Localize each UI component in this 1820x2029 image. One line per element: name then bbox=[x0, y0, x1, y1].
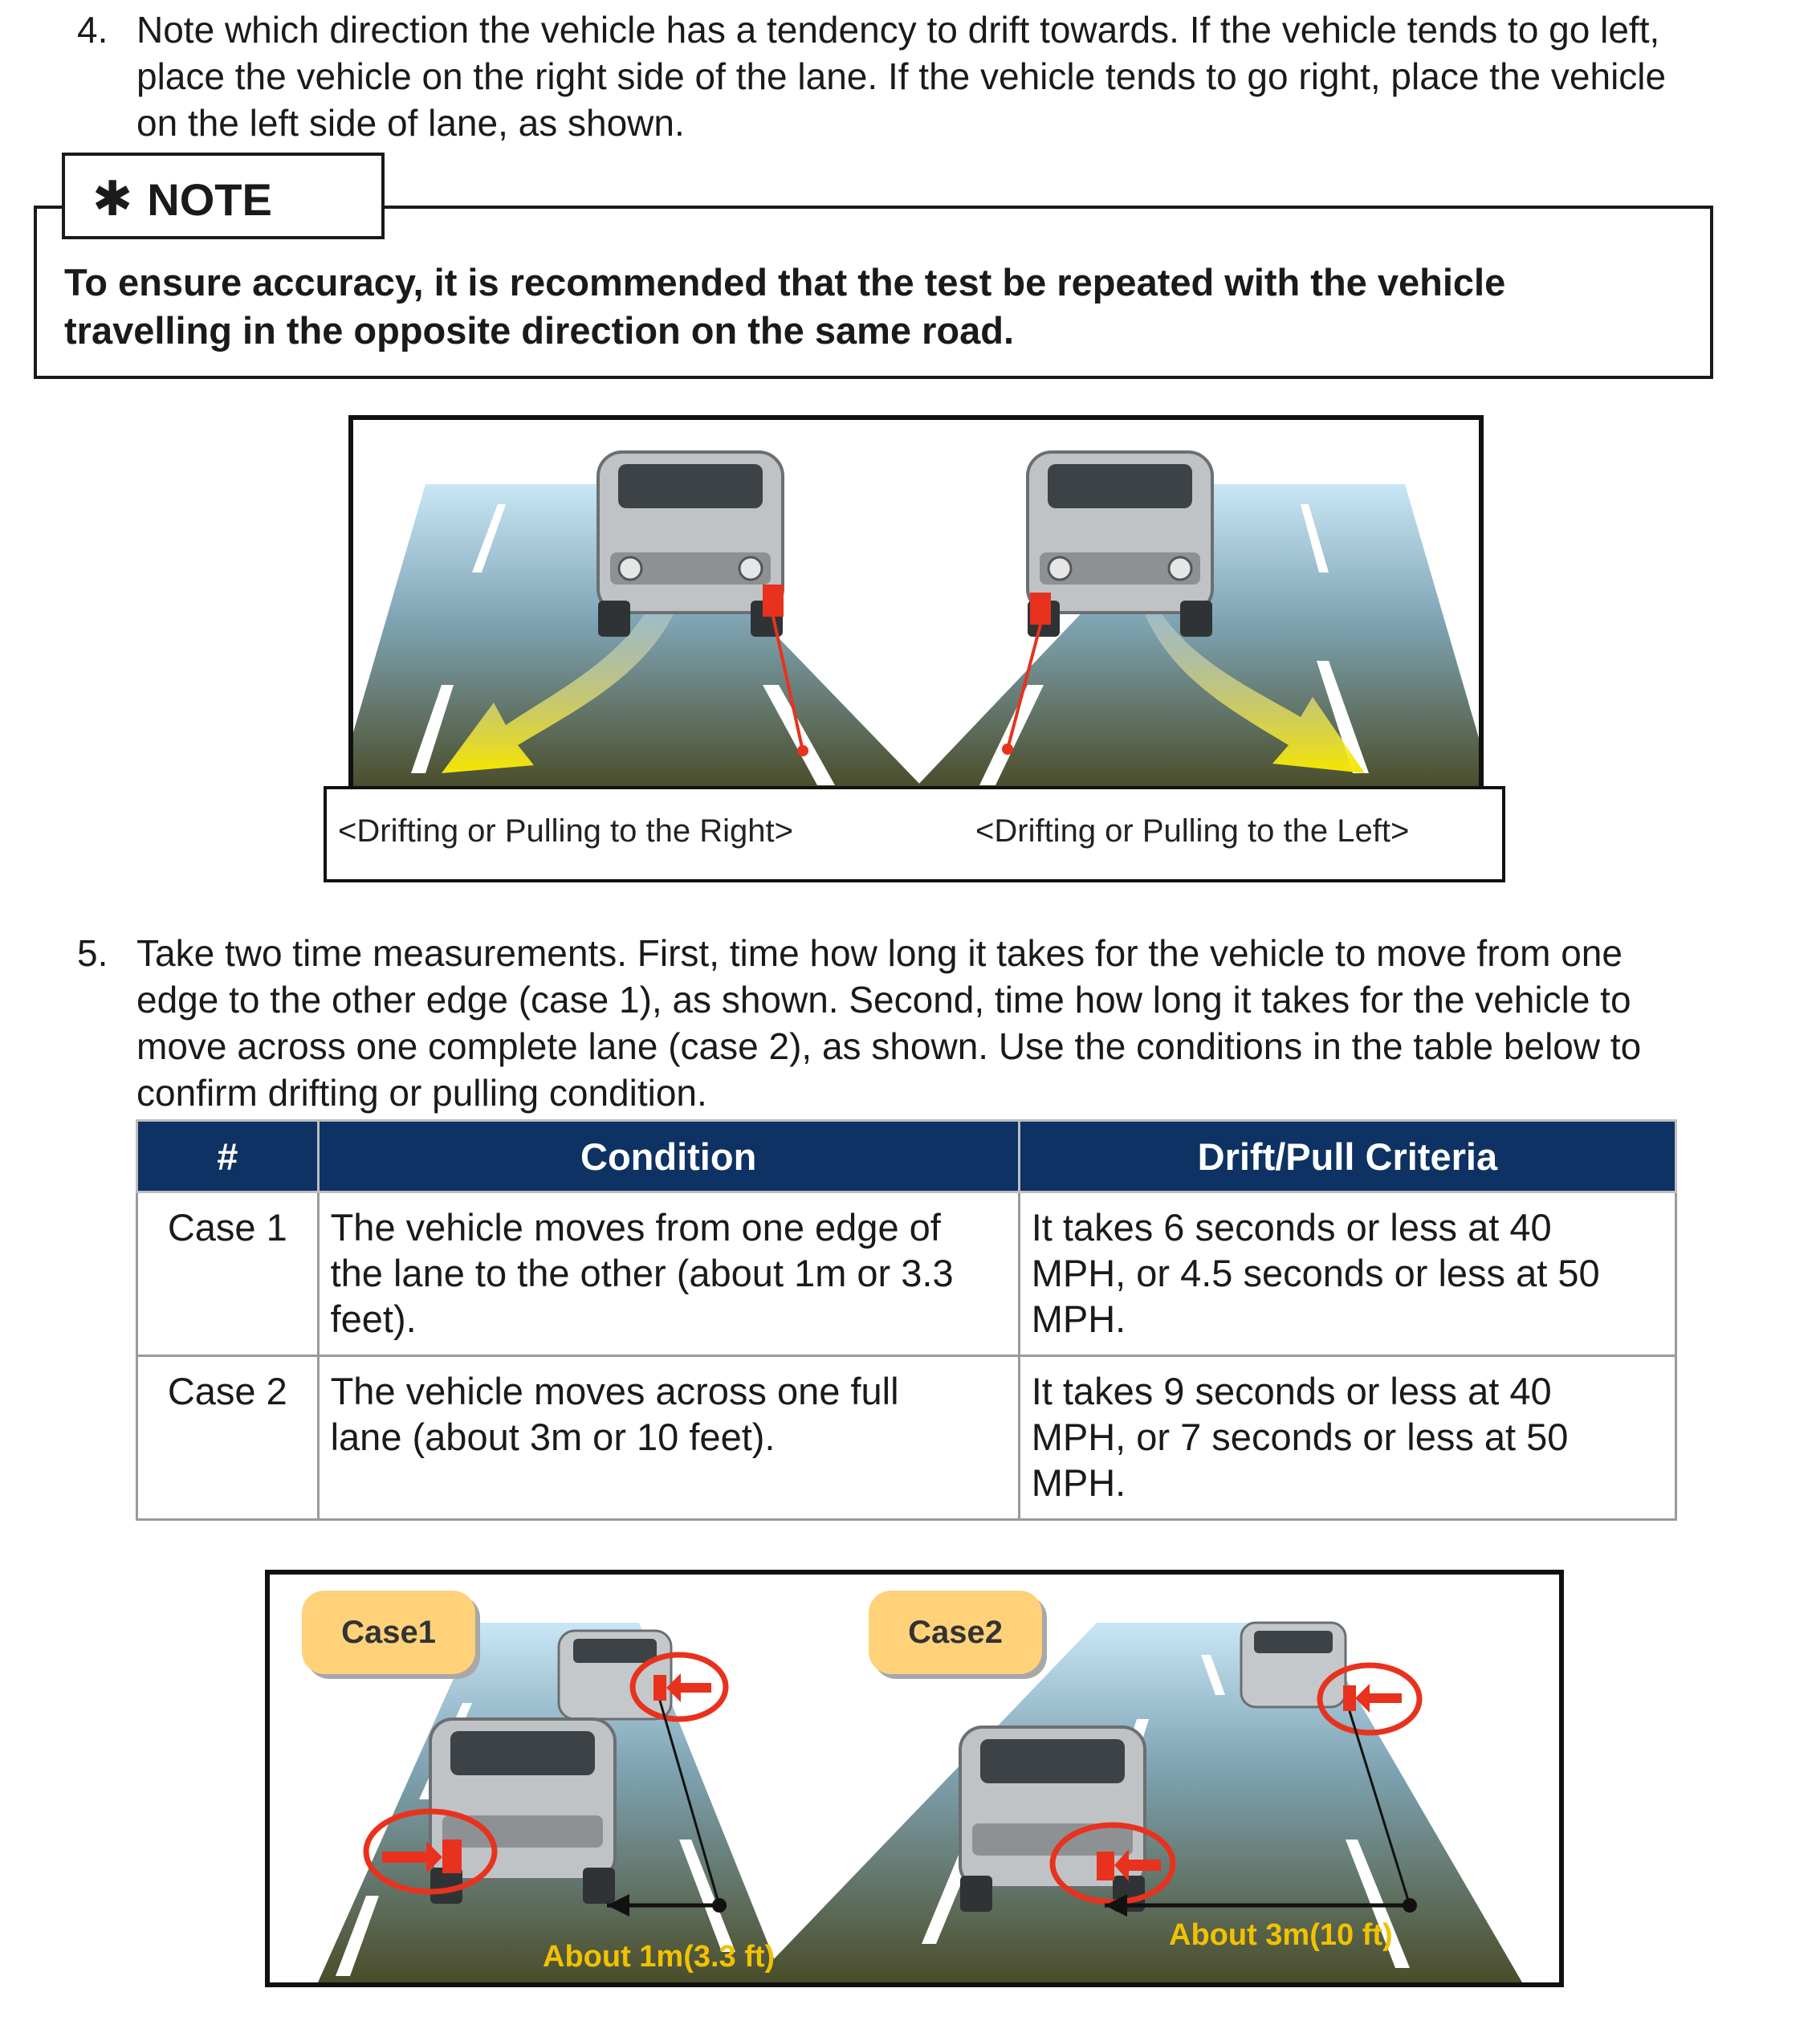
caption-left: <Drifting or Pulling to the Left> bbox=[975, 813, 1410, 849]
car-case2-near bbox=[960, 1727, 1145, 1912]
note-title: ✱ NOTE bbox=[62, 153, 385, 239]
drift-direction-figure bbox=[348, 415, 1484, 792]
case1-tag: Case1 bbox=[302, 1591, 475, 1674]
arrow-left-icon bbox=[666, 1673, 711, 1702]
table-row bbox=[137, 1356, 1676, 1520]
step-text bbox=[136, 930, 1806, 1116]
car-left bbox=[598, 452, 783, 637]
caption-right: <Drifting or Pulling to the Right> bbox=[338, 813, 793, 849]
step-number: 4. bbox=[77, 9, 108, 51]
step-line: Take two time measurements. First, time how long it takes for the vehicle to move from one bbox=[136, 932, 1623, 974]
case-cell: Case 2 bbox=[137, 1356, 319, 1520]
step-line: place the vehicle on the right side of the lane. If the vehicle tends to go right, place the vehicle bbox=[136, 55, 1667, 97]
drift-illustration bbox=[353, 420, 1479, 788]
table-header-row bbox=[137, 1121, 1676, 1192]
case1-measurement: About 1m(3.3 ft) bbox=[543, 1940, 776, 1974]
table-row bbox=[137, 1192, 1676, 1356]
step-line: confirm drifting or pulling condition. bbox=[136, 1072, 707, 1114]
note-line: travelling in the opposite direction on the same road. bbox=[64, 309, 1015, 352]
criteria-cell: It takes 6 seconds or less at 40 MPH, or 4.5 seconds or less at 50 MPH. bbox=[1019, 1192, 1675, 1356]
step-line: on the left side of lane, as shown. bbox=[136, 102, 685, 144]
condition-cell: The vehicle moves across one full lane (about 3m or 10 feet). bbox=[318, 1356, 1019, 1520]
header-criteria: Drift/Pull Criteria bbox=[1019, 1121, 1675, 1192]
step-line: move across one complete lane (case 2), as shown. Use the conditions in the table below to bbox=[136, 1025, 1642, 1067]
measurement-figure bbox=[265, 1570, 1564, 1987]
car-case1-near bbox=[430, 1719, 615, 1904]
figure-caption bbox=[324, 786, 1505, 882]
red-marker bbox=[763, 585, 784, 617]
step-number: 5. bbox=[77, 932, 108, 974]
header-condition: Condition bbox=[318, 1121, 1019, 1192]
note-line: To ensure accuracy, it is recommended that the test be repeated with the vehicle bbox=[64, 261, 1506, 304]
note-text bbox=[64, 259, 1702, 355]
case2-measurement: About 3m(10 ft) bbox=[1169, 1918, 1393, 1952]
car-right bbox=[1028, 452, 1212, 637]
step-line: Note which direction the vehicle has a tendency to drift towards. If the vehicle tends to go left, bbox=[136, 9, 1660, 51]
star-icon: ✱ bbox=[92, 172, 133, 226]
step-text bbox=[136, 6, 1806, 146]
step-line: edge to the other edge (case 1), as shown. Second, time how long it takes for the vehicle to bbox=[136, 979, 1631, 1021]
criteria-cell: It takes 9 seconds or less at 40 MPH, or 7 seconds or less at 50 MPH. bbox=[1019, 1356, 1675, 1520]
criteria-table bbox=[136, 1119, 1677, 1521]
condition-cell: The vehicle moves from one edge of the lane to the other (about 1m or 3.3 feet). bbox=[318, 1192, 1019, 1356]
header-number: # bbox=[137, 1121, 319, 1192]
case-cell: Case 1 bbox=[137, 1192, 319, 1356]
case2-tag: Case2 bbox=[869, 1591, 1042, 1674]
red-marker bbox=[1030, 593, 1051, 625]
car-case2-far bbox=[1241, 1623, 1346, 1707]
